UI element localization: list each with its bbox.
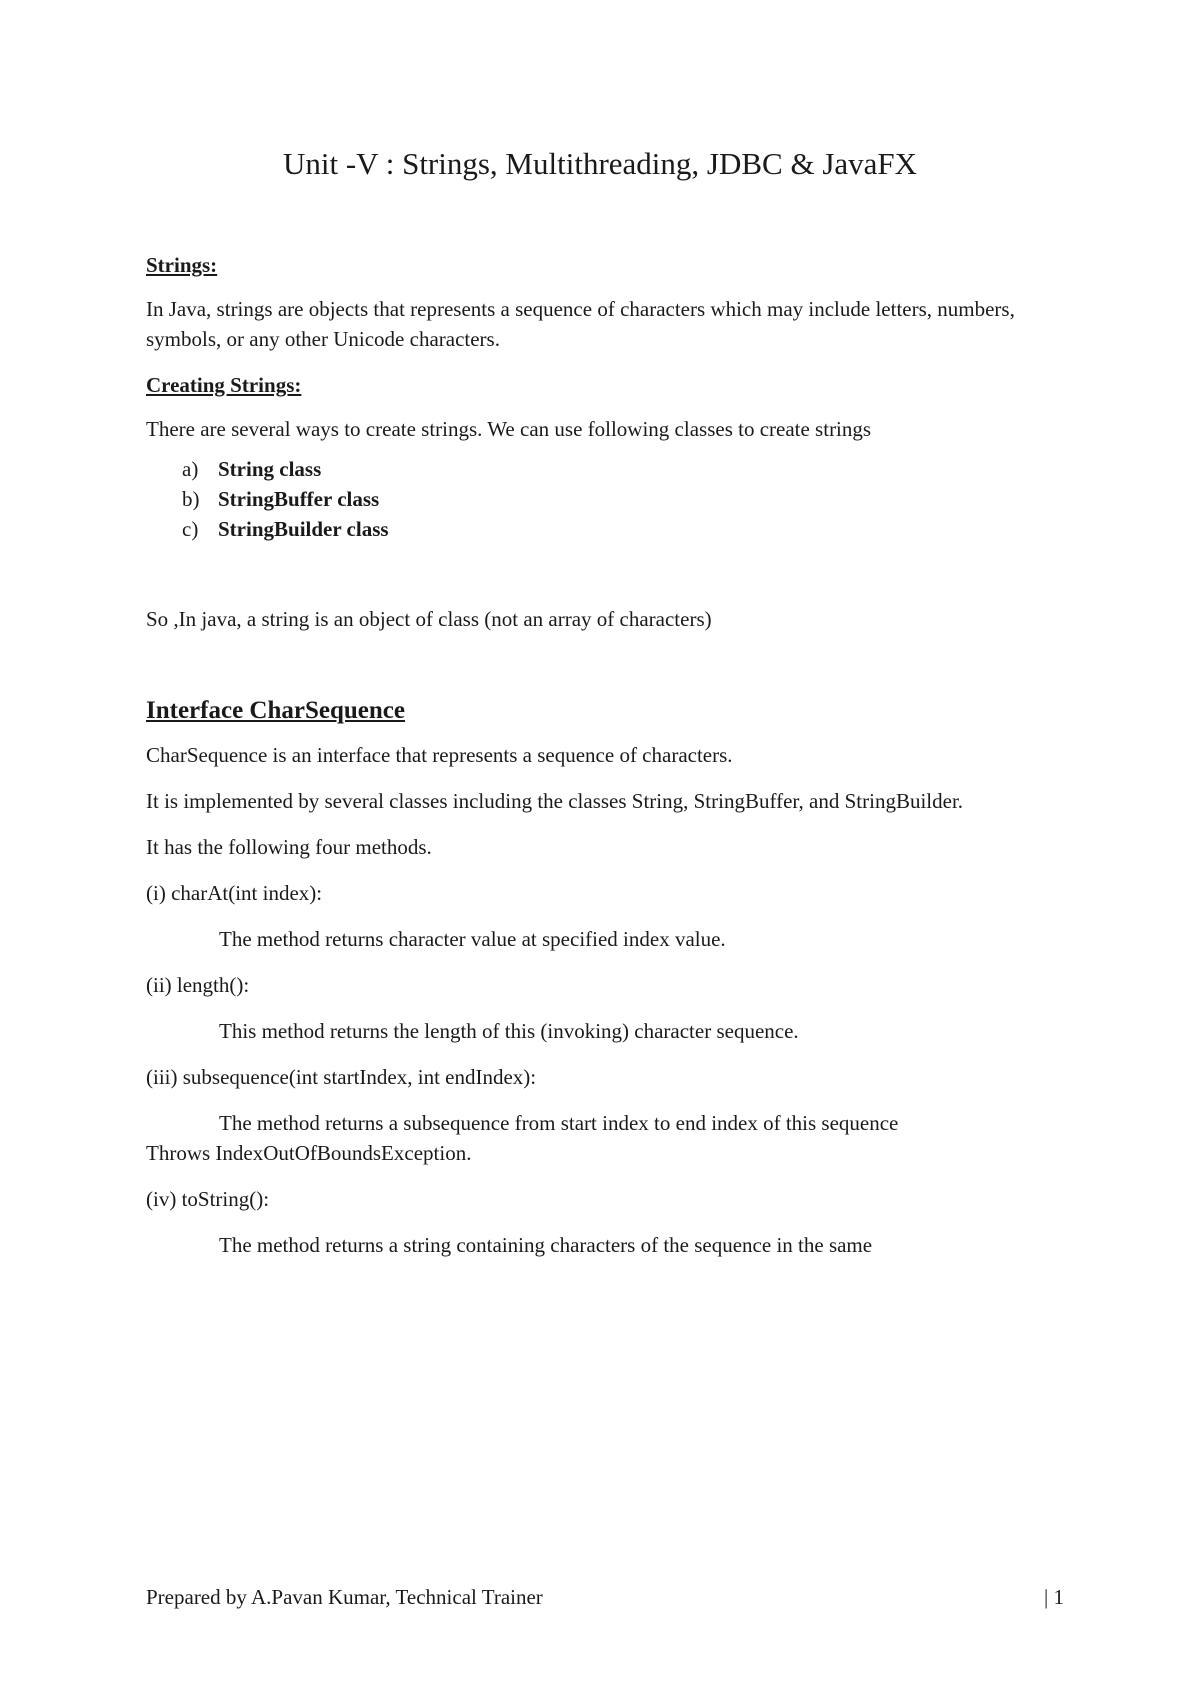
interface-paragraph-3: It has the following four methods. — [146, 835, 432, 859]
strings-heading: Strings: — [146, 253, 218, 277]
method-description-continued: Throws IndexOutOfBoundsException. — [146, 1141, 472, 1165]
method-description: This method returns the length of this (invoking) character sequence. — [219, 1019, 799, 1043]
list-marker: a) — [182, 457, 199, 481]
method-signature: (iii) subsequence(int startIndex, int endIndex): — [146, 1065, 537, 1089]
method-description: The method returns character value at specified index value. — [219, 927, 726, 951]
interface-paragraph-2: It is implemented by several classes including the classes String, StringBuffer, and StringBuilder. — [146, 789, 964, 813]
footer-author: Prepared by A.Pavan Kumar, Technical Trainer — [146, 1585, 543, 1609]
list-item-text: StringBuffer class — [218, 487, 380, 511]
list-item-text: String class — [218, 457, 322, 481]
method-description: The method returns a subsequence from start index to end index of this sequence — [219, 1111, 899, 1135]
method-description-block — [146, 1108, 1066, 1168]
list-item — [182, 484, 1066, 514]
method-signature: (iv) toString(): — [146, 1187, 270, 1211]
page-number: | 1 — [1044, 1585, 1064, 1609]
page-title: Unit -V : Strings, Multithreading, JDBC & JavaFX — [282, 146, 918, 181]
list-item — [182, 454, 1066, 484]
list-item — [182, 514, 1066, 544]
list-marker: b) — [182, 487, 200, 511]
page-content — [146, 250, 1066, 1276]
list-marker: c) — [182, 517, 199, 541]
method-description: The method returns a string containing characters of the sequence in the same — [219, 1233, 873, 1257]
string-classes-list — [146, 454, 1066, 544]
list-item-text: StringBuilder class — [218, 517, 389, 541]
interface-heading: Interface CharSequence — [146, 697, 405, 724]
method-signature: (i) charAt(int index): — [146, 881, 323, 905]
interface-paragraph-1: CharSequence is an interface that represents a sequence of characters. — [146, 743, 733, 767]
strings-paragraph: In Java, strings are objects that represents a sequence of characters which may include letters, numbers, symbols, or any other Unicode characters. — [146, 297, 1015, 351]
method-signature: (ii) length(): — [146, 973, 250, 997]
creating-strings-heading: Creating Strings: — [146, 373, 302, 397]
summary-paragraph: So ,In java, a string is an object of class (not an array of characters) — [146, 607, 712, 631]
creating-strings-paragraph: There are several ways to create strings. We can use following classes to create strings — [146, 417, 872, 441]
